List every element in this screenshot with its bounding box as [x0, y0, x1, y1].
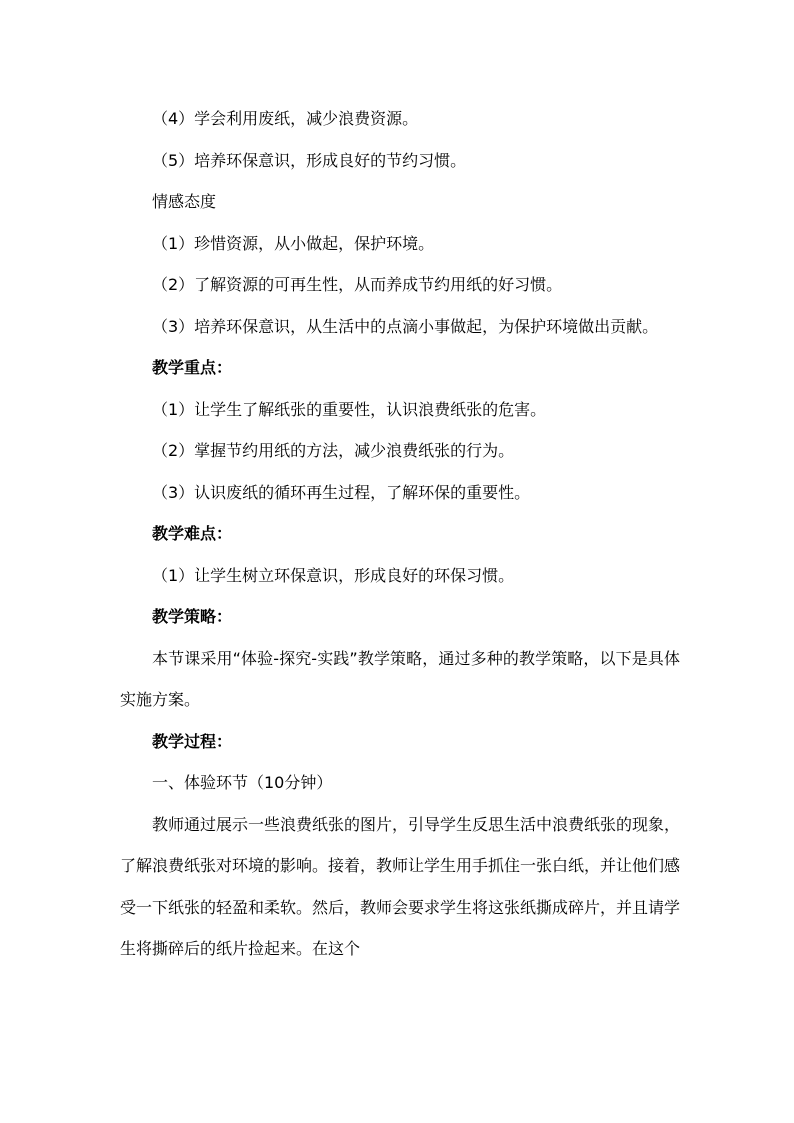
paragraph-focus-2: （2）掌握节约用纸的方法，减少浪费纸张的行为。: [152, 441, 515, 460]
document-body: [120, 98, 680, 970]
heading-teaching-focus: 教学重点：: [152, 358, 233, 377]
paragraph-goal-4: （4）学会利用废纸，减少浪费资源。: [152, 109, 419, 128]
heading-teaching-strategy: 教学策略：: [152, 607, 233, 626]
paragraph-emotion-1: （1）珍惜资源，从小做起，保护环境。: [152, 233, 435, 253]
heading-teaching-difficulty: 教学难点：: [152, 524, 233, 543]
paragraph-difficulty-1: （1）让学生树立环保意识，形成良好的环保习惯。: [152, 565, 515, 585]
paragraph-goal-5: （5）培养环保意识，形成良好的节约习惯。: [152, 150, 467, 170]
paragraph-focus-1: （1）让学生了解纸张的重要性，认识浪费纸张的危害。: [152, 399, 547, 419]
paragraph-focus-3: （3）认识废纸的循环再生过程，了解环保的重要性。: [152, 482, 531, 502]
heading-emotion-attitude: 情感态度: [152, 192, 217, 211]
paragraph-emotion-3: （3）培养环保意识，从生活中的点滴小事做起，为保护环境做出贡献。: [152, 316, 659, 336]
paragraph-strategy: 本节课采用“体验-探究-实践”教学策略，通过多种的教学策略，以下是具体实施方案。: [120, 648, 680, 709]
heading-teaching-process: 教学过程：: [152, 731, 233, 751]
heading-experience-section: 一、体验环节（10分钟）: [152, 773, 333, 792]
paragraph-emotion-2: （2）了解资源的可再生性，从而养成节约用纸的好习惯。: [152, 275, 563, 294]
paragraph-experience: 教师通过展示一些浪费纸张的图片，引导学生反思生活中浪费纸张的现象，了解浪费纸张对环境的影响。接着，教师让学生用手抓住一张白纸，并让他们感受一下纸张的轻盈和柔软。然后，教师会要求学生将这张纸撕成碎片，并且请学生将撕碎后的纸片捡起来。在这个: [120, 814, 681, 958]
